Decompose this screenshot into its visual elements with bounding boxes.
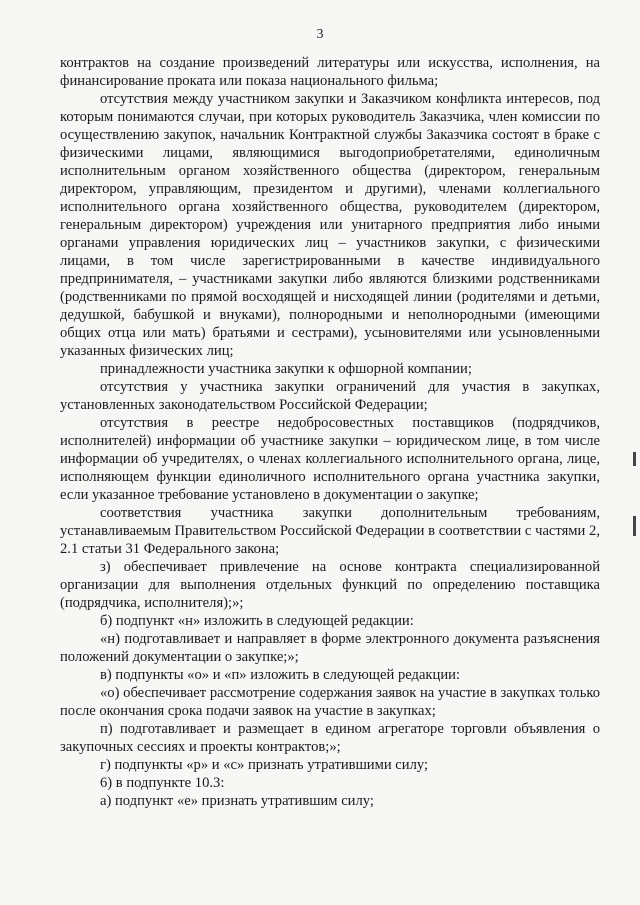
- page-number: 3: [316, 27, 324, 42]
- document-body: [60, 54, 600, 810]
- paragraph-3: принадлежности участника закупки к офшорной компании;: [100, 361, 472, 377]
- paragraph-12: п) подготавливает и размещает в едином агрегаторе торговли объявления о закупочных сессиях и проекты контрактов;»;: [60, 721, 600, 755]
- paragraph-1: контрактов на создание произведений литературы или искусства, исполнения, на финансирование проката или показа национального фильма;: [60, 55, 600, 89]
- paragraph-11: «о) обеспечивает рассмотрение содержания заявок на участие в закупках только после окончания срока подачи заявок на участие в закупках;: [60, 685, 600, 719]
- scan-edge-mark-bottom: [633, 516, 636, 536]
- paragraph-7: з) обеспечивает привлечение на основе контракта специализированной организации для выполнения отдельных функций по определению поставщика (подрядчика, исполнителя);»;: [60, 559, 600, 611]
- paragraph-4: отсутствия у участника закупки ограничений для участия в закупках, установленных законодательством Российской Федерации;: [60, 379, 600, 413]
- paragraph-14: 6) в подпункте 10.3:: [100, 775, 225, 791]
- paragraph-2: отсутствия между участником закупки и Заказчиком конфликта интересов, под которым понимаются случаи, при которых руководитель Заказчика, член комиссии по осуществлению закупок, начальник Контрактной службы Заказчика состоят в браке с физическими лицами, являющимися выгодоприобретателями, единоличным исполнительным органом хозяйственного общества (директором, генеральным директором, управляющим, президентом и другими), членами коллегиального исполнительного органа хозяйственного общества, руководителем (директором, генеральным директором) учреждения или унитарного предприятия либо иными органами управления юридических лиц – участников закупки, с физическими лицами, в том числе зарегистрированными в качестве индивидуального предпринимателя, – участниками закупки либо являются близкими родственниками (родственниками по прямой восходящей и нисходящей линии (родителями и детьми, дедушкой, бабушкой и внуками), полнородными и неполнородными (имеющими общих отца или мать) братьями и сестрами), усыновителями или усыновленными указанных физических лиц;: [60, 91, 600, 359]
- paragraph-5: отсутствия в реестре недобросовестных поставщиков (подрядчиков, исполнителей) информации об участнике закупки – юридическом лице, в том числе информации об учредителях, о членах коллегиального исполнительного органа, лице, исполняющем функции единоличного исполнительного органа участника закупки, если указанное требование установлено в документации о закупке;: [60, 415, 600, 503]
- paragraph-8: б) подпункт «н» изложить в следующей редакции:: [100, 613, 414, 629]
- paragraph-9: «н) подготавливает и направляет в форме электронного документа разъяснения положений документации о закупке;»;: [60, 631, 600, 665]
- paragraph-6: соответствия участника закупки дополнительным требованиям, устанавливаемым Правительством Российской Федерации в соответствии с частями 2, 2.1 статьи 31 Федерального закона;: [60, 505, 600, 557]
- paragraph-10: в) подпункты «о» и «п» изложить в следующей редакции:: [100, 667, 461, 683]
- paragraph-15: а) подпункт «е» признать утратившим силу;: [100, 793, 374, 809]
- paragraph-13: г) подпункты «р» и «с» признать утратившими силу;: [100, 757, 429, 773]
- scan-edge-mark-top: [633, 452, 636, 466]
